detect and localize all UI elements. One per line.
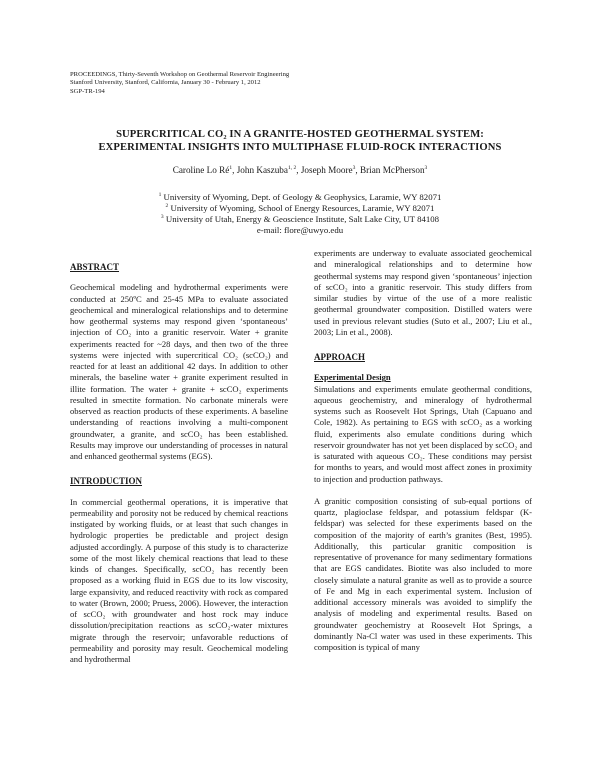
affiliation-marker: 3 (160, 214, 164, 221)
right-column (314, 248, 532, 653)
introduction-text: In commercial geothermal operations, it is imperative that permeability and porosity not be reduced by chemical reactions instigated by working fluids, or at least that such changes in hydrologic properties be predictable and project design adjusted accordingly. A purpose of this study is to characterize some of the most likely chemical reactions that lead to these kinds of changes. Specifically, scCO₂ has recently been proposed as a working fluid in EGS due to its low viscosity, large expansivity, and reduced reactivity with rock as compared to water (Brown, 2000; Pruess, 2006). However, the interaction of scCO₂ with groundwater and host rock may induce dissolution/precipitation reactions as scCO₂-water mixtures migrate through the reservoir; unfavorable reductions of permeability and porosity may result. Geochemical modeling and hydrothermal (70, 496, 288, 664)
affiliation-text: University of Utah, Energy & Geoscience Institute, Salt Lake City, UT 84108 (163, 214, 440, 224)
header-line-1: PROCEEDINGS, Thirty-Seventh Workshop on Geothermal Reservoir Engineering (70, 71, 290, 78)
affiliation-text: University of Wyoming, School of Energy Resources, Laramie, WY 82071 (168, 203, 435, 213)
introduction-heading: INTRODUCTION (70, 476, 143, 487)
affiliation-marker: 1 (158, 192, 162, 199)
author-affiliation-marker: 1 (229, 164, 233, 171)
author-affiliation-marker: 3 (424, 164, 428, 171)
affiliation-3 (70, 214, 530, 225)
author-separator: , (296, 165, 301, 175)
proceedings-header (70, 71, 289, 96)
paper-title-line-2: EXPERIMENTAL INSIGHTS INTO MULTIPHASE FLUID-ROCK INTERACTIONS (98, 142, 502, 153)
introduction-continued-text: experiments are underway to evaluate associated geochemical and mineralogical relationships and to determine how geothermal systems may respond given ‘spontaneous’ injection of scCO₂ into a granitic reservoir. This study differs from similar studies by virtue of the use of a more realistic geothermal groundwater composition. Distilled waters were used in previous relevant studies (Suto et al., 2007; Liu et al., 2003; Lin et al., 2008). (314, 248, 532, 337)
author-separator: , (355, 165, 360, 175)
author-name: Caroline Lo Ré (172, 165, 230, 175)
header-line-2: Stanford University, Stanford, California, January 30 - February 1, 2012 (70, 79, 261, 87)
granite-composition-text: A granitic composition consisting of sub-equal portions of quartz, plagioclase feldspar, and potassium feldspar (K-feldspar) was selected for these experiments based on the composition of the majority of earth’s granites (Best, 1995). Additionally, this particular granitic composition is representative of provenance for many sedimentary formations that are EGS candidates. Biotite was also included to more closely simulate a natural granite as well as to provide a source of Fe and Mg in each experimental system. Inclusion of additional accessory minerals was avoided to simplify the analysis of modeling and experimental results. Based on groundwater geochemistry at Roosevelt Hot Springs, a dominantly Na-Cl water was used in these experiments. This composition is typical of many (314, 495, 532, 652)
author-list (70, 165, 530, 175)
contact-email: e-mail: flore@uwyo.edu (256, 225, 344, 235)
approach-heading: APPROACH (314, 352, 365, 362)
author-separator: , (232, 165, 237, 175)
abstract-heading: ABSTRACT (70, 262, 120, 272)
author-affiliation-marker: 3 (352, 164, 356, 171)
affiliation-2 (70, 203, 530, 214)
experimental-design-heading: Experimental Design (314, 372, 391, 383)
author-name: Joseph Moore (300, 165, 353, 175)
author-affiliation-marker: 1, 2 (287, 164, 297, 171)
paper-title-line-1: SUPERCRITICAL CO₂ IN A GRANITE-HOSTED GEOTHERMAL SYSTEM: (116, 129, 484, 140)
affiliation-text: University of Wyoming, Dept. of Geology & Geophysics, Laramie, WY 82071 (161, 192, 442, 202)
author-name: Brian McPherson (359, 165, 425, 175)
header-line-3: SGP-TR-194 (70, 87, 105, 95)
author-name: John Kaszuba (236, 165, 288, 175)
affiliation-1 (70, 192, 530, 203)
abstract-text: Geochemical modeling and hydrothermal experiments were conducted at 250ºC and 25-45 MPa to evaluate associated geochemical and mineralogical relationships and to determine how geothermal systems may respond given ‘spontaneous’ injection of CO₂ into a granitic reservoir. Water + granite experiments reacted for ~28 days, and then two of the three systems were injected with supercritical CO₂ (scCO₂) and reacted for at least an additional 42 days. In addition to other minerals, the baseline water + granite experiment resulted in illite formation. The water + granite + scCO₂ experiments resulted in smectite formation. No carbonate minerals were observed as reaction products of these experiments. A baseline understanding of reactions involving a multi-component groundwater, a granite, and scCO₂ has been established. Results may improve our understanding of processes in natural and enhanced geothermal systems (EGS). (70, 282, 288, 461)
affiliation-marker: 2 (165, 203, 169, 210)
left-column (70, 248, 288, 665)
experimental-design-text: Simulations and experiments emulate geothermal conditions, aqueous geochemistry, and mineralogy of hydrothermal systems such as Roosevelt Hot Springs, Utah (Capuano and Cole, 1982). As pertaining to EGS with scCO₂ as a working fluid, experiments also emulate conditions during which reservoir groundwater has not yet been displaced by scCO₂ and is saturated with aqueous CO₂. These conditions may persist for months to years, and would most affect zones in proximity to injection and production pathways. (314, 383, 532, 484)
